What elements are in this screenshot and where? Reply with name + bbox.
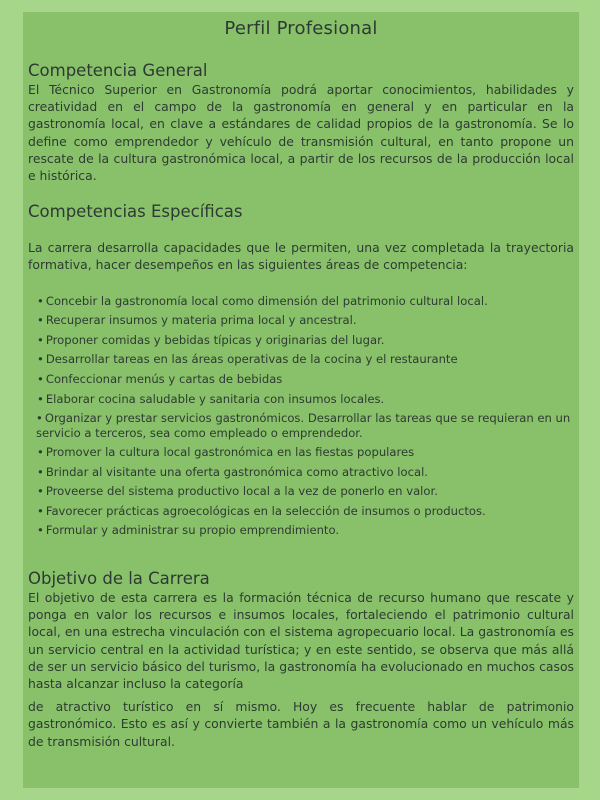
list-item: • Concebir la gastronomía local como dimensión del patrimonio cultural local. [37,293,488,308]
list-item: • Desarrollar tareas en las áreas operativas de la cocina y el restaurante [37,352,458,367]
objetivo-text-2: de atractivo turístico en sí mismo. Hoy es frecuente hablar de patrimonio gastronómico. Esto es así y convierte también a la gastronomía como un vehículo más de transmisión cultural. [28,699,574,749]
list-item: • Proponer comidas y bebidas típicas y originarias del lugar. [37,332,385,347]
list-item: • Formular y administrar su propio emprendimiento. [37,523,340,538]
content-panel [23,12,579,788]
objetivo-text-1: El objetivo de esta carrera es la formación técnica de recurso humano que rescate y ponga en valor los recursos e insumos locales, fortaleciendo el patrimonio cultural local, en una estrecha vinculación con el sistema agropecuario local. La gastronomía es un servicio central en la actividad turística; y en este sentido, se observa que más allá de ser un servicio básico del turismo, la gastronomía ha evolucionado en muchos casos hasta alcanzar incluso la categoría [28,589,574,691]
competencias-list [28,292,574,541]
competencias-especificas-intro: La carrera desarrolla capacidades que le permiten, una vez completada la trayectoria formativa, hacer desempeños en las siguientes áreas de competencia: [28,240,574,273]
list-item: • Recuperar insumos y materia prima local y ancestral. [37,313,357,328]
page-title: Perfil Profesional [224,18,378,39]
list-item: • Confeccionar menús y cartas de bebidas [37,372,283,386]
competencia-general-heading: Competencia General [28,61,208,80]
list-item: • Proveerse del sistema productivo local a la vez de ponerlo en valor. [37,484,438,499]
objetivo-heading: Objetivo de la Carrera [28,568,210,588]
list-item: • Organizar y prestar servicios gastronómicos. Desarrollar las tareas que se requieran en un servicio a terceros, sea como empleado o emprendedor. [36,411,571,440]
list-item: • Promover la cultura local gastronómica en las fiestas populares [37,445,415,459]
competencias-especificas-heading: Competencias Específicas [28,202,243,222]
list-item: • Elaborar cocina saludable y sanitaria con insumos locales. [37,391,385,406]
list-item: • Favorecer prácticas agroecológicas en la selección de insumos o productos. [37,503,486,518]
list-item: • Brindar al visitante una oferta gastronómica como atractivo local. [37,464,428,479]
competencia-general-text: El Técnico Superior en Gastronomía podrá aportar conocimientos, habilidades y creatividad en el campo de la gastronomía en general y en particular en la gastronomía local, en clave a estándares de calidad propios de la gastronomía. Se lo define como emprendedor y vehículo de transmisión cultural, en tanto propone un rescate de la cultura gastronómica local, a partir de los recursos de la producción local e histórica. [28,82,574,184]
